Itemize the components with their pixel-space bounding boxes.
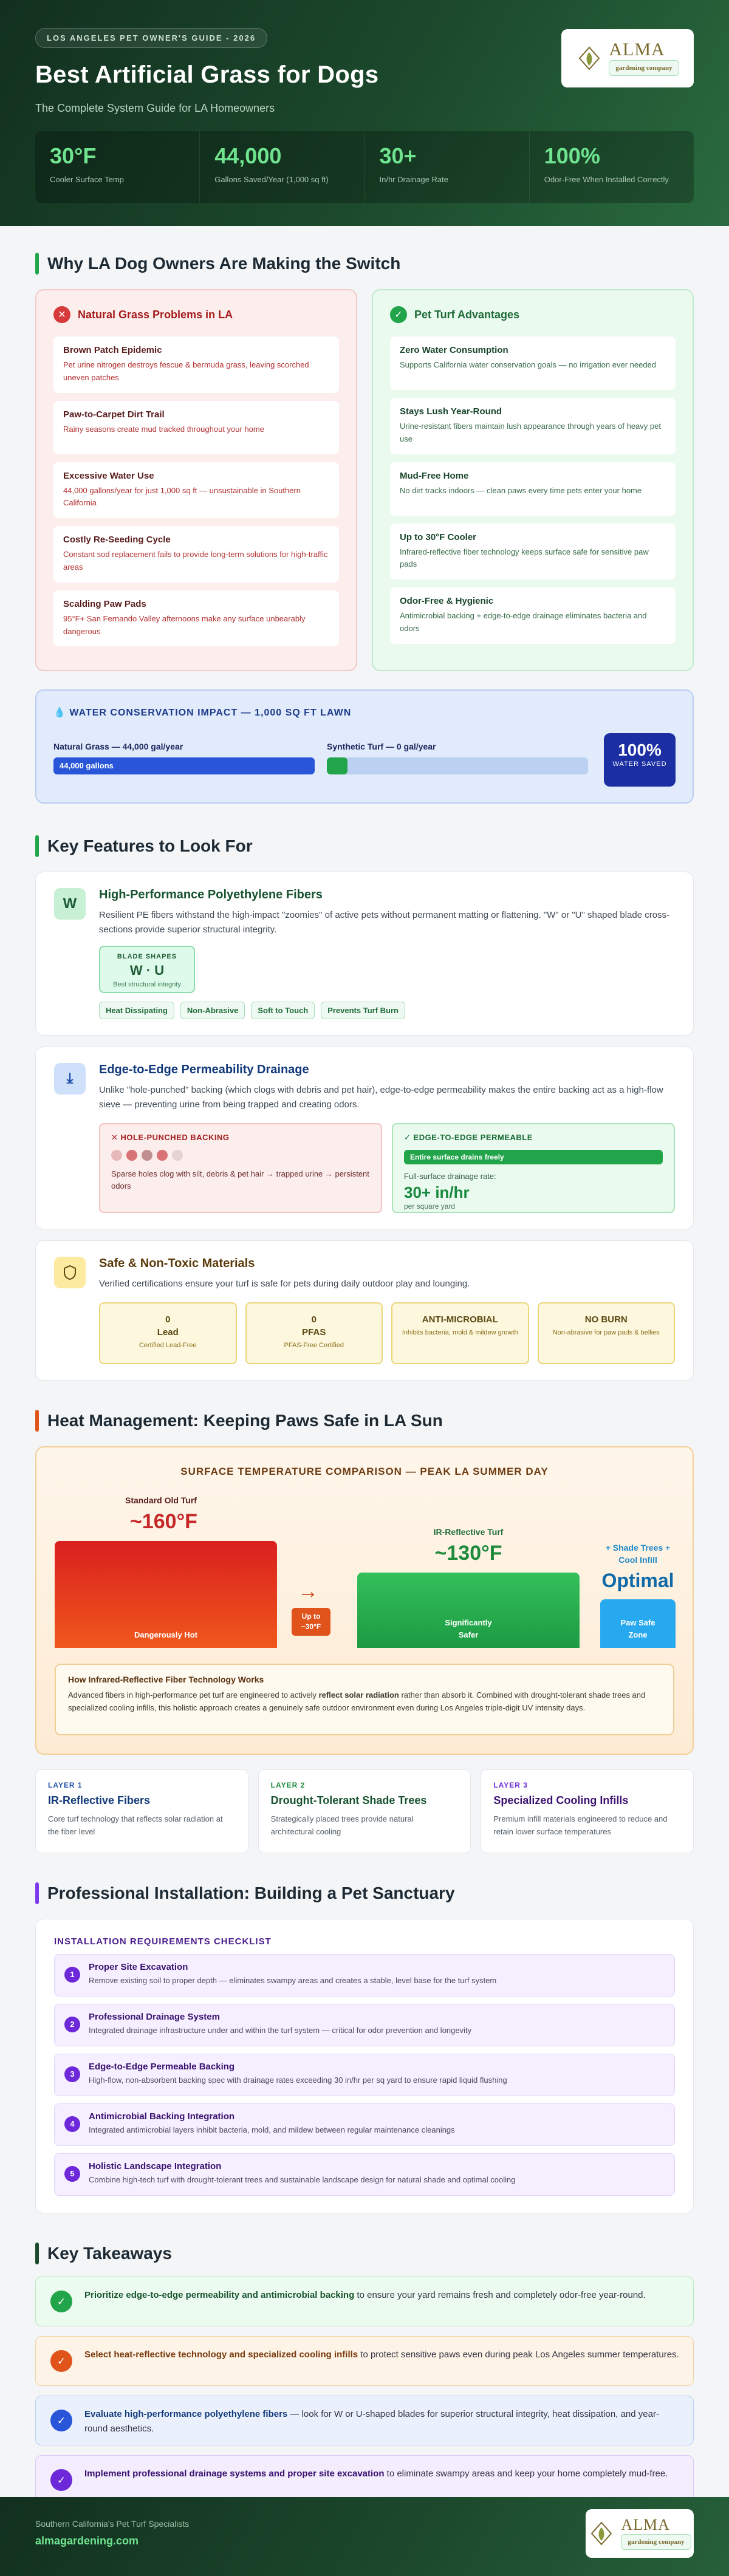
installation-checklist (35, 1919, 694, 2213)
upto-badge: Up to ~30°F (292, 1608, 330, 1636)
feature-text: Verified certifications ensure your turf is safe for pets during daily outdoor play and lounging. (99, 1279, 470, 1290)
arrow-right-icon: → (298, 1580, 318, 1604)
feature-title: Safe & Non-Toxic Materials (99, 1257, 255, 1271)
old-turf-block (55, 1541, 277, 1648)
edge-drain-bar: Entire surface drains freely (404, 1150, 663, 1164)
layer-card (481, 1769, 694, 1853)
cert-note: Certified Lead-Free (139, 1342, 197, 1350)
feature-drainage (35, 1047, 694, 1229)
hole-text: Sparse holes clog with silt, debris & pet hair → trapped urine → persistent odors (111, 1169, 369, 1191)
item-title: Mud-Free Home (400, 470, 469, 481)
cert-note: PFAS-Free Certified (284, 1342, 344, 1350)
section-title-takeaways (35, 2243, 694, 2264)
takeaway-rest: to eliminate swampy areas and keep your home completely mud-free. (384, 2468, 668, 2479)
footer-tagline: Southern California's Pet Turf Specialists (35, 2519, 190, 2529)
feature-tag: Prevents Turf Burn (321, 1002, 405, 1019)
layer-name: Specialized Cooling Infills (493, 1794, 629, 1807)
stat-label: Odor-Free When Installed Correctly (544, 175, 669, 184)
edge-permeable-box (392, 1123, 675, 1213)
advantage-item (390, 337, 676, 390)
section-title-text: Heat Management: Keeping Paws Safe in LA Sun (47, 1411, 443, 1430)
checklist-step (54, 2153, 675, 2196)
item-title: Scalding Paw Pads (63, 598, 146, 609)
takeaway-item (35, 2277, 694, 2326)
hole-dot (142, 1150, 152, 1161)
problem-item (53, 590, 339, 647)
how-text-bold: reflect solar radiation (318, 1690, 399, 1700)
how-text (68, 1689, 661, 1715)
takeaway-bold: Prioritize edge-to-edge permeability and antimicrobial backing (84, 2290, 355, 2301)
turf-water-track (327, 757, 588, 774)
checklist-step (54, 2004, 675, 2046)
layer-desc: Strategically placed trees provide natural architectural cooling (270, 1814, 414, 1837)
feature-title: High-Performance Polyethylene Fibers (99, 888, 323, 902)
step-desc: Remove existing soil to proper depth — eliminates swampy areas and creates a stable, level base for the turf system (89, 1976, 497, 1986)
hole-title (111, 1133, 370, 1143)
edge-title-text: EDGE-TO-EDGE PERMEABLE (413, 1133, 533, 1143)
x-icon: ✕ (111, 1133, 118, 1143)
problem-item (53, 526, 339, 583)
footer-site-link[interactable]: almagardening.com (35, 2535, 139, 2547)
item-title: Costly Re-Seeding Cycle (63, 535, 171, 545)
blade-label: BLADE SHAPES (117, 953, 177, 961)
stats-bar (35, 131, 694, 203)
stat-value: 30°F (50, 143, 97, 168)
step-number: 3 (64, 2066, 80, 2082)
item-title: Excessive Water Use (63, 470, 154, 481)
stat-item (35, 131, 200, 203)
water-conservation-panel (35, 689, 694, 804)
section-title-text: Why LA Dog Owners Are Making the Switch (47, 254, 401, 273)
turf-water-label: Synthetic Turf — 0 gal/year (327, 742, 436, 752)
drainage-down-icon: ⤓ (54, 1063, 86, 1095)
natural-water-fill (53, 757, 315, 774)
edge-rate-label: Full-surface drainage rate: (404, 1172, 496, 1181)
backing-comparison (99, 1123, 675, 1213)
footer-alma-logo[interactable] (586, 2509, 694, 2558)
cert-note: Non-abrasive for paw pads & bellies (552, 1329, 660, 1337)
cooling-layers (35, 1769, 694, 1853)
step-number: 2 (64, 2017, 80, 2032)
x-circle-icon: ✕ (53, 306, 70, 323)
step-number: 5 (64, 2166, 80, 2182)
ir-turf-column (357, 1527, 580, 1648)
feature-safe-materials (35, 1240, 694, 1381)
takeaway-rest: — look for W or U-shaped blades for superior structural integrity, heat dissipation, and year-round aesthetics. (84, 2409, 659, 2434)
cert-top: 0 (165, 1314, 171, 1325)
how-text-c: rather than absorb it. Combined with drought-tolerant shade trees and specialized cooling infills, this holistic approach creates a genuinely safe outdoor environment even during Los Angeles triple-digit UV intensity days. (68, 1690, 646, 1713)
water-saved-value: 100% (618, 740, 662, 760)
feature-tag: Heat Dissipating (99, 1002, 174, 1019)
item-text: Pet urine nitrogen destroys fescue & bermuda grass, leaving scorched uneven patches (63, 360, 309, 382)
hole-dot (157, 1150, 168, 1161)
natural-water-label: Natural Grass — 44,000 gal/year (53, 742, 183, 752)
hole-dot (111, 1150, 122, 1161)
step-title: Professional Drainage System (89, 2012, 220, 2023)
advantage-item (390, 462, 676, 516)
water-saved-text: WATER SAVED (612, 760, 667, 768)
check-icon: ✓ (404, 1133, 411, 1143)
step-number: 4 (64, 2116, 80, 2132)
cert-pfas (245, 1302, 383, 1364)
section-title-text: Key Takeaways (47, 2244, 172, 2263)
takeaway-bold: Evaluate high-performance polyethylene fibers (84, 2409, 288, 2420)
checklist-step (54, 2054, 675, 2096)
problem-item (53, 401, 339, 454)
cert-name: NO BURN (584, 1314, 628, 1325)
section-title-switch (35, 253, 694, 275)
advantage-item (390, 398, 676, 454)
cert-lead (99, 1302, 237, 1364)
feature-title: Edge-to-Edge Permeability Drainage (99, 1063, 309, 1077)
layer-desc: Premium infill materials engineered to reduce and retain lower surface temperatures (493, 1814, 668, 1837)
check-icon: ✓ (50, 2469, 72, 2491)
section-accent-bar (35, 1882, 39, 1904)
logo-name: ALMA (609, 39, 665, 60)
hole-dot (126, 1150, 137, 1161)
natural-grass-problems (35, 289, 357, 671)
takeaway-bold: Select heat-reflective technology and specialized cooling infills (84, 2349, 358, 2360)
eyebrow-badge: LOS ANGELES PET OWNER'S GUIDE - 2026 (35, 28, 267, 48)
optimal-block (600, 1599, 676, 1648)
optimal-temp: Optimal (601, 1570, 674, 1592)
stat-label: Gallons Saved/Year (1,000 sq ft) (214, 175, 329, 184)
edge-rate-unit: per square yard (404, 1202, 456, 1211)
logo-tagline: gardening company (621, 2534, 691, 2550)
item-text: 95°F+ San Fernando Valley afternoons make any surface unbearably dangerous (63, 613, 306, 636)
natural-heading (53, 306, 339, 323)
item-text: Supports California water conservation goals — no irrigation ever needed (400, 360, 657, 369)
item-text: Urine-resistant fibers maintain lush appearance through years of heavy pet use (400, 422, 661, 443)
takeaway-bold: Implement professional drainage systems and proper site excavation (84, 2468, 385, 2479)
check-icon: ✓ (50, 2291, 72, 2312)
old-turf-column (55, 1495, 277, 1648)
stat-item (200, 131, 364, 203)
feature-tag: Soft to Touch (251, 1002, 315, 1019)
optimal-label: Paw Safe Zone (620, 1618, 655, 1639)
checklist-step (54, 1954, 675, 1997)
clogged-holes (111, 1150, 370, 1161)
step-desc: Integrated drainage infrastructure under and within the turf system — critical for odor prevention and longevity (89, 2026, 472, 2035)
stat-value: 44,000 (214, 143, 282, 168)
item-title: Paw-to-Carpet Dirt Trail (63, 409, 165, 420)
section-title-install (35, 1882, 694, 1904)
pet-turf-advantages (372, 289, 694, 671)
page-subtitle: The Complete System Guide for LA Homeowners (35, 102, 275, 114)
hole-punched-box (99, 1123, 382, 1213)
feature-fibers (35, 872, 694, 1036)
turf-heading-text: Pet Turf Advantages (414, 308, 520, 321)
layer-desc: Core turf technology that reflects solar radiation at the fiber level (48, 1814, 223, 1837)
stat-item (365, 131, 530, 203)
step-number: 1 (64, 1967, 80, 1983)
layer-key: LAYER 2 (270, 1781, 306, 1790)
problem-item (53, 462, 339, 519)
cert-name: PFAS (302, 1327, 326, 1338)
water-title-text: WATER CONSERVATION IMPACT — 1,000 SQ FT LAWN (69, 708, 352, 719)
ir-turf-name: IR-Reflective Turf (433, 1527, 504, 1537)
ir-turf-temp: ~130°F (434, 1542, 502, 1565)
optimal-column (600, 1542, 676, 1648)
natural-water-fill-text: 44,000 gallons (60, 761, 114, 771)
section-title-text: Professional Installation: Building a Pet Sanctuary (47, 1884, 455, 1903)
section-accent-bar (35, 2243, 39, 2264)
takeaway-rest: to protect sensitive paws even during peak Los Angeles summer temperatures. (358, 2349, 679, 2360)
layer-card (35, 1769, 248, 1853)
checklist-title: INSTALLATION REQUIREMENTS CHECKLIST (54, 1936, 272, 1947)
check-icon: ✓ (50, 2350, 72, 2372)
step-desc: Combine high-tech turf with drought-tolerant trees and sustainable landscape design for natural shade and optimal cooling (89, 2175, 516, 2185)
advantage-item (390, 524, 676, 580)
natural-heading-text: Natural Grass Problems in LA (78, 308, 233, 321)
stat-value: 100% (544, 143, 600, 168)
turf-water-bar (327, 742, 588, 774)
blade-note: Best structural integrity (113, 981, 181, 989)
section-accent-bar (35, 835, 39, 857)
item-text: Antimicrobial backing + edge-to-edge drainage eliminates bacteria and odors (400, 611, 647, 633)
item-text: Infrared-reflective fiber technology keeps surface safe for sensitive paw pads (400, 547, 649, 569)
cert-name: ANTI-MICROBIAL (422, 1314, 498, 1325)
item-text: 44,000 gallons/year for just 1,000 sq ft — unsustainable in Southern California (63, 485, 301, 508)
certification-badges (99, 1302, 675, 1364)
check-circle-icon: ✓ (390, 306, 407, 323)
step-title: Proper Site Excavation (89, 1962, 188, 1973)
ir-turf-label: Significantly Safer (445, 1618, 492, 1639)
step-title: Antimicrobial Backing Integration (89, 2111, 235, 2122)
check-icon: ✓ (50, 2410, 72, 2431)
item-title: Up to 30°F Cooler (400, 531, 477, 542)
section-title-heat (35, 1410, 694, 1432)
step-title: Edge-to-Edge Permeable Backing (89, 2062, 235, 2072)
cert-no-burn (538, 1302, 676, 1364)
fiber-tags (99, 1002, 675, 1019)
stat-value: 30+ (379, 143, 417, 168)
optimal-name: + Shade Trees + Cool Infill (605, 1543, 671, 1565)
shield-svg (63, 1265, 77, 1280)
takeaway-item (35, 2336, 694, 2386)
item-text: Constant sod replacement fails to provide long-term solutions for high-traffic areas (63, 550, 328, 572)
logo-name: ALMA (621, 2516, 670, 2533)
stat-label: In/hr Drainage Rate (379, 175, 448, 184)
cert-antimicrobial (391, 1302, 529, 1364)
leaf-logo-icon (576, 45, 603, 72)
layer-name: IR-Reflective Fibers (48, 1794, 151, 1807)
stat-label: Cooler Surface Temp (50, 175, 124, 184)
section-title-text: Key Features to Look For (47, 836, 253, 856)
layer-card (258, 1769, 471, 1853)
compare-title: SURFACE TEMPERATURE COMPARISON — PEAK LA SUMMER DAY (180, 1466, 549, 1478)
ir-how-it-works (55, 1664, 674, 1735)
step-title: Holistic Landscape Integration (89, 2161, 222, 2172)
natural-water-bar (53, 742, 315, 774)
turf-heading (390, 306, 676, 323)
item-text: No dirt tracks indoors — clean paws every time pets enter your home (400, 485, 642, 495)
item-title: Stays Lush Year-Round (400, 406, 502, 417)
hole-dot (172, 1150, 183, 1161)
step-desc: High-flow, non-absorbent backing spec with drainage rates exceeding 30 in/hr per sq yard to ensure rapid liquid flushing (89, 2075, 507, 2085)
section-accent-bar (35, 1410, 39, 1432)
takeaway-item (35, 2396, 694, 2445)
water-title (53, 706, 676, 719)
leaf-logo-icon (588, 2520, 615, 2547)
natural-water-track (53, 757, 315, 774)
item-title: Odor-Free & Hygienic (400, 596, 494, 607)
page-footer (0, 2497, 729, 2576)
edge-title (404, 1133, 663, 1143)
section-accent-bar (35, 253, 39, 275)
layer-name: Drought-Tolerant Shade Trees (270, 1794, 427, 1807)
checklist-step (54, 2103, 675, 2146)
shield-icon (54, 1257, 86, 1288)
feature-text: Resilient PE fibers withstand the high-impact "zoomies" of active pets without permanent matting or flattening. "W" or "U" shaped blade cross-sections provide superior structural integrity. (99, 910, 670, 935)
cert-top: 0 (311, 1314, 317, 1325)
layer-key: LAYER 3 (493, 1781, 528, 1790)
surface-temp-comparison (35, 1446, 694, 1755)
takeaway-rest: to ensure your yard remains fresh and completely odor-free year-round. (354, 2290, 646, 2301)
cert-note: Inhibits bacteria, mold & mildew growth (402, 1329, 518, 1337)
section-title-features (35, 835, 694, 857)
old-turf-temp: ~160°F (130, 1510, 197, 1534)
stat-item (530, 131, 694, 203)
water-drop-icon: 💧 (53, 708, 66, 719)
feature-tag: Non-Abrasive (180, 1002, 245, 1019)
comparison-columns (35, 289, 694, 671)
hole-title-text: HOLE-PUNCHED BACKING (120, 1133, 230, 1143)
problem-item (53, 337, 339, 393)
old-turf-name: Standard Old Turf (125, 1495, 197, 1506)
page-title: Best Artificial Grass for Dogs (35, 61, 379, 88)
item-title: Brown Patch Epidemic (63, 345, 162, 355)
old-turf-label: Dangerously Hot (134, 1630, 197, 1639)
how-text-a: Advanced fibers in high-performance pet turf are engineered to actively (68, 1690, 319, 1700)
item-title: Zero Water Consumption (400, 345, 508, 355)
feature-text: Unlike "hole-punched" backing (which clogs with debris and pet hair), edge-to-edge permeability makes the entire backing act as a high-flow sieve — preventing urine from being trapped and creating odors. (99, 1085, 663, 1110)
ir-turf-block (357, 1573, 580, 1648)
fiber-w-icon: W (54, 888, 86, 920)
logo-tagline: gardening company (609, 60, 679, 76)
water-saved-badge (604, 733, 676, 787)
hero-header (0, 0, 729, 226)
blade-shapes-box (99, 946, 195, 993)
turf-water-fill (327, 757, 347, 774)
how-title: How Infrared-Reflective Fiber Technology Works (68, 1675, 264, 1685)
layer-key: LAYER 1 (48, 1781, 83, 1790)
advantage-item (390, 587, 676, 644)
item-text: Rainy seasons create mud tracked throughout your home (63, 424, 264, 434)
cert-name: Lead (157, 1327, 179, 1338)
edge-rate-value: 30+ in/hr (404, 1183, 470, 1202)
step-desc: Integrated antimicrobial layers inhibit bacteria, mold, and mildew between regular maintenance cleanings (89, 2125, 455, 2135)
alma-logo[interactable] (561, 29, 694, 87)
blade-shapes: W · U (129, 963, 165, 979)
